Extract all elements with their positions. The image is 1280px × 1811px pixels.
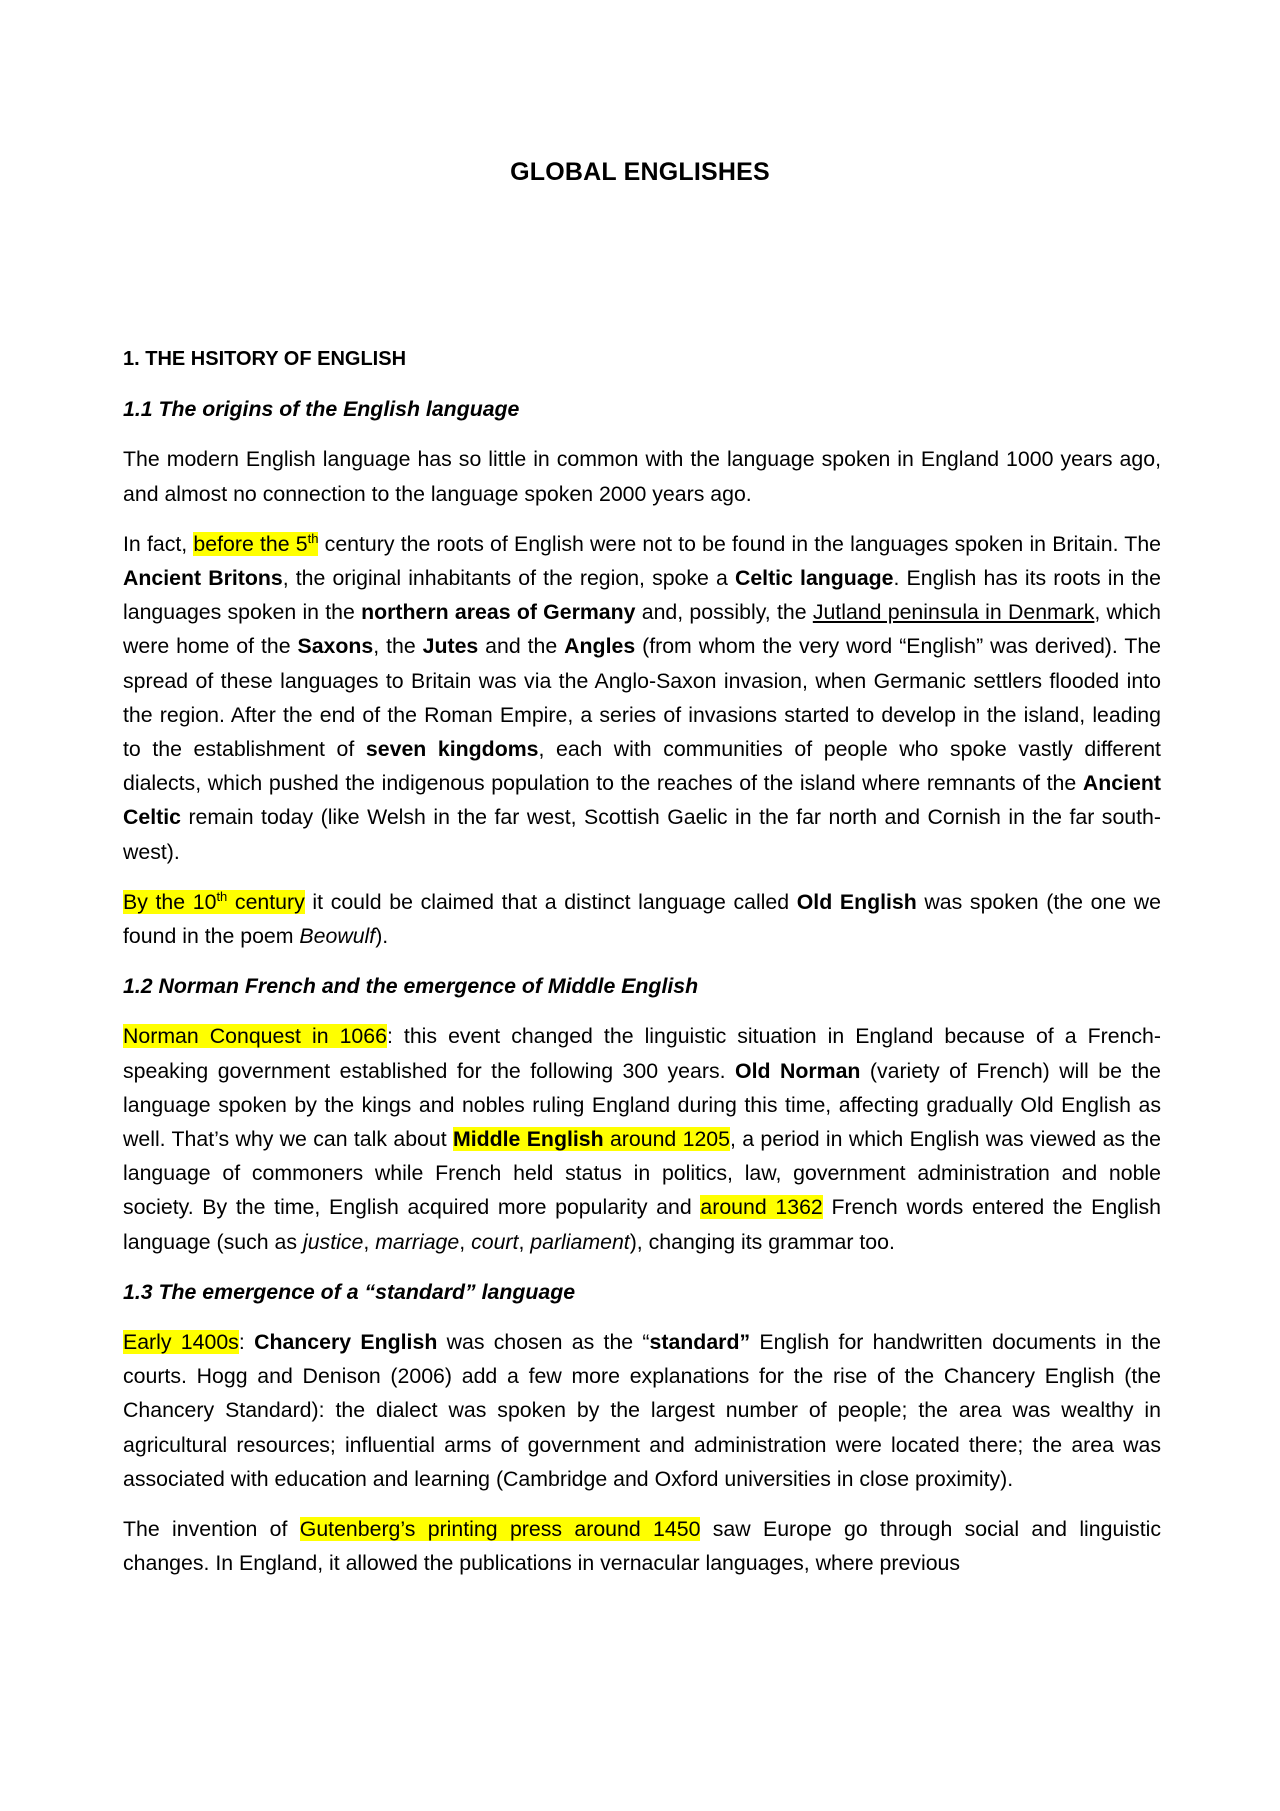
term-ancient-britons: Ancient Britons	[123, 566, 283, 591]
highlight-middle-english: Middle English around 1205	[452, 1127, 730, 1152]
subsection-heading-norman-french: 1.2 Norman French and the emergence of Middle English	[123, 974, 699, 999]
term-jutland: Jutland peninsula in Denmark	[812, 600, 1095, 625]
term-beowulf: Beowulf	[299, 924, 376, 949]
term-old-norman: Old Norman	[735, 1058, 861, 1083]
highlight-norman-conquest: Norman Conquest in 1066	[123, 1024, 387, 1049]
paragraph-chancery-english: Early 1400s: Chancery English was chosen as the “standard” English for handwritten documents in the courts. Hogg and Denison (2006) add a few more explanations for the rise of the Chancery English (the Chancery Standard): the dialect was spoken by the largest number of people; the area was wealthy in agricultural resources; influential arms of government and administration were located there; the area was associated with education and learning (Cambridge and Oxford universities in close proximity).	[123, 1330, 1162, 1491]
subsection-heading-standard-language: 1.3 The emergence of a “standard” language	[123, 1279, 576, 1304]
term-angles: Angles	[564, 634, 636, 659]
term-standard: standard”	[649, 1330, 751, 1355]
highlight-before-5th: before the 5th	[193, 530, 319, 556]
term-old-english: Old English	[796, 889, 917, 914]
subsection-heading-origins: 1.1 The origins of the English language	[123, 397, 520, 422]
term-jutes: Jutes	[422, 634, 479, 659]
highlight-10th-century: By the 10th century	[123, 888, 305, 914]
term-celtic-language: Celtic language	[734, 566, 894, 591]
paragraph-old-english: By the 10th century it could be claimed that a distinct language called Old English was spoken (the one we found in the poem Beowulf).	[123, 888, 1161, 949]
term-ancient-celtic: Ancient Celtic	[123, 771, 1161, 830]
term-chancery-english: Chancery English	[254, 1330, 438, 1355]
highlight-early-1400s: Early 1400s	[123, 1330, 239, 1355]
highlight-around-1362: around 1362	[700, 1195, 823, 1220]
paragraph-modern-english: The modern English language has so little in common with the language spoken in England 1000 years ago, and almost no connection to the language spoken 2000 years ago.	[123, 447, 1161, 506]
term-saxons: Saxons	[297, 634, 374, 659]
document-body	[123, 342, 1161, 1597]
term-northern-germany: northern areas of Germany	[361, 600, 636, 625]
document-title: GLOBAL ENGLISHES	[510, 158, 770, 186]
paragraph-norman-conquest: Norman Conquest in 1066: this event changed the linguistic situation in England because of a French-speaking government established for the following 300 years. Old Norman (variety of French) will be the language spoken by the kings and nobles ruling England during this time, affecting gradually Old English as well. That’s why we can talk about Middle English around 1205, a period in which English was viewed as the language of commoners while French held status in politics, law, government administration and noble society. By the time, English acquired more popularity and around 1362 French words entered the English language (such as justice, marriage, court, parliament), changing its grammar too.	[123, 1024, 1162, 1254]
term-seven-kingdoms: seven kingdoms	[365, 737, 539, 762]
paragraph-roots-of-english: In fact, before the 5th century the roots of English were not to be found in the languages spoken in Britain. The Ancient Britons, the original inhabitants of the region, spoke a Celtic language. English has its roots in the languages spoken in the northern areas of Germany and, possibly, the Jutland peninsula in Denmark, which were home of the Saxons, the Jutes and the Angles (from whom the very word “English” was derived). The spread of these languages to Britain was via the Anglo-Saxon invasion, when Germanic settlers flooded into the region. After the end of the Roman Empire, a series of invasions started to develop in the island, leading to the establishment of seven kingdoms, each with communities of people who spoke vastly different dialects, which pushed the indigenous population to the reaches of the island where remnants of the Ancient Celtic remain today (like Welsh in the far west, Scottish Gaelic in the far north and Cornish in the far south-west).	[123, 530, 1162, 864]
section-heading-history: 1. THE HSITORY OF ENGLISH	[123, 348, 407, 370]
highlight-printing-press: Gutenberg’s printing press around 1450	[299, 1517, 701, 1542]
paragraph-printing-press: The invention of Gutenberg’s printing press around 1450 saw Europe go through social and linguistic changes. In England, it allowed the publications in vernacular languages, where previous	[123, 1517, 1161, 1576]
